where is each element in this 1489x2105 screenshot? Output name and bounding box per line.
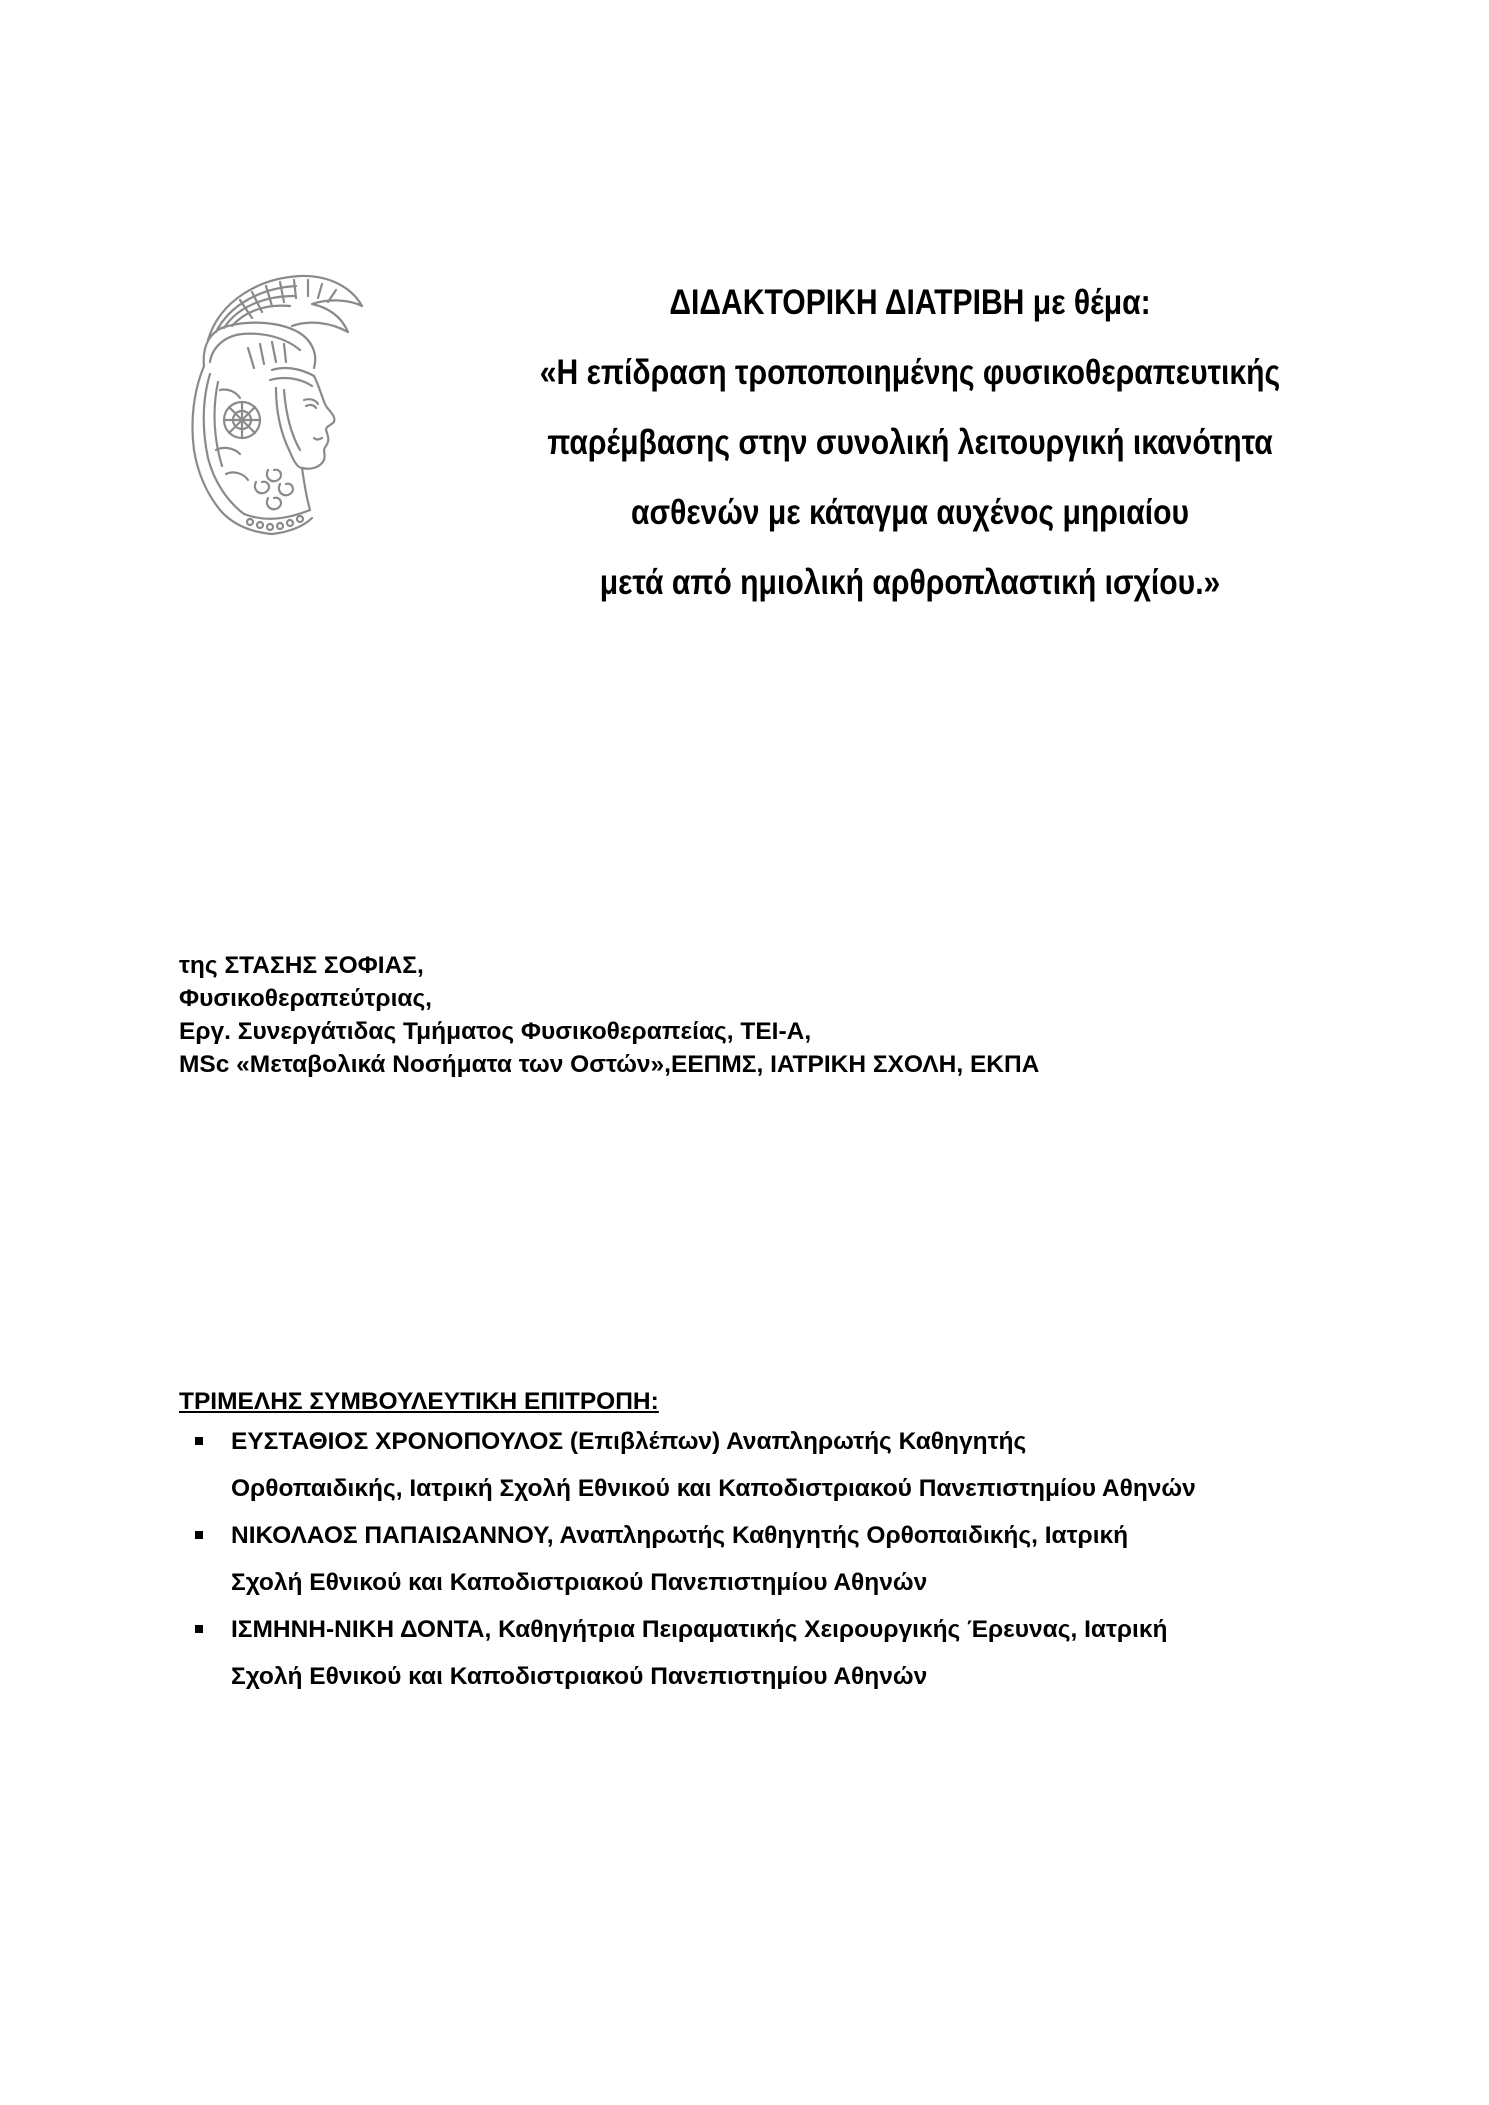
member-line: Ορθοπαιδικής, Ιατρική Σχολή Εθνικού και Καποδιστριακού Πανεπιστημίου Αθηνών xyxy=(231,1475,1196,1502)
list-item xyxy=(179,1418,1196,1512)
square-bullet-icon xyxy=(195,1625,203,1633)
athena-head-emblem-icon xyxy=(180,270,370,540)
committee-member-list xyxy=(179,1418,1196,1700)
author-name: της ΣΤΑΣΗΣ ΣΟΦΙΑΣ, xyxy=(179,952,424,979)
committee-heading: ΤΡΙΜΕΛΗΣ ΣΥΜΒΟΥΛΕΥΤΙΚΗ ΕΠΙΤΡΟΠΗ: xyxy=(179,1388,659,1415)
member-line: Σχολή Εθνικού και Καποδιστριακού Πανεπιστημίου Αθηνών xyxy=(231,1663,928,1690)
title-line: «Η επίδραση τροποποιημένης φυσικοθεραπευτικής xyxy=(539,353,1281,392)
author-info xyxy=(179,949,1039,1081)
member-line: ΕΥΣΤΑΘΙΟΣ ΧΡΟΝΟΠΟΥΛΟΣ (Επιβλέπων) Αναπληρωτής Καθηγητής xyxy=(231,1428,1027,1455)
title-line: μετά από ημιολική αρθροπλαστική ισχίου.» xyxy=(599,563,1221,602)
member-line: ΝΙΚΟΛΑΟΣ ΠΑΠΑΙΩΑΝΝΟΥ, Αναπληρωτής Καθηγητής Ορθοπαιδικής, Ιατρική xyxy=(231,1522,1129,1549)
author-affiliation: Εργ. Συνεργάτιδας Τμήματος Φυσικοθεραπείας, ΤΕΙ-Α, xyxy=(179,1018,812,1045)
title-line: παρέμβασης στην συνολική λειτουργική ικανότητα xyxy=(547,423,1273,462)
author-profession: Φυσικοθεραπεύτριας, xyxy=(179,985,432,1012)
list-item xyxy=(179,1512,1196,1606)
author-degree: MSc «Μεταβολικά Νοσήματα των Οστών»,ΕΕΠΜΣ, ΙΑΤΡΙΚΗ ΣΧΟΛΗ, ΕΚΠΑ xyxy=(179,1051,1040,1078)
title-line: ασθενών με κάταγμα αυχένος μηριαίου xyxy=(630,493,1190,532)
advisory-committee xyxy=(179,1386,1196,1700)
member-line: Σχολή Εθνικού και Καποδιστριακού Πανεπιστημίου Αθηνών xyxy=(231,1569,928,1596)
title-line-heading: ΔΙΔΑΚΤΟΡΙΚΗ ΔΙΑΤΡΙΒΗ με θέμα: xyxy=(669,283,1151,322)
square-bullet-icon xyxy=(195,1437,203,1445)
thesis-title xyxy=(480,268,1340,618)
list-item xyxy=(179,1606,1196,1700)
square-bullet-icon xyxy=(195,1531,203,1539)
member-line: ΙΣΜΗΝΗ-ΝΙΚΗ ΔΟΝΤΑ, Καθηγήτρια Πειραματικής Χειρουργικής Έρευνας, Ιατρική xyxy=(231,1616,1168,1643)
